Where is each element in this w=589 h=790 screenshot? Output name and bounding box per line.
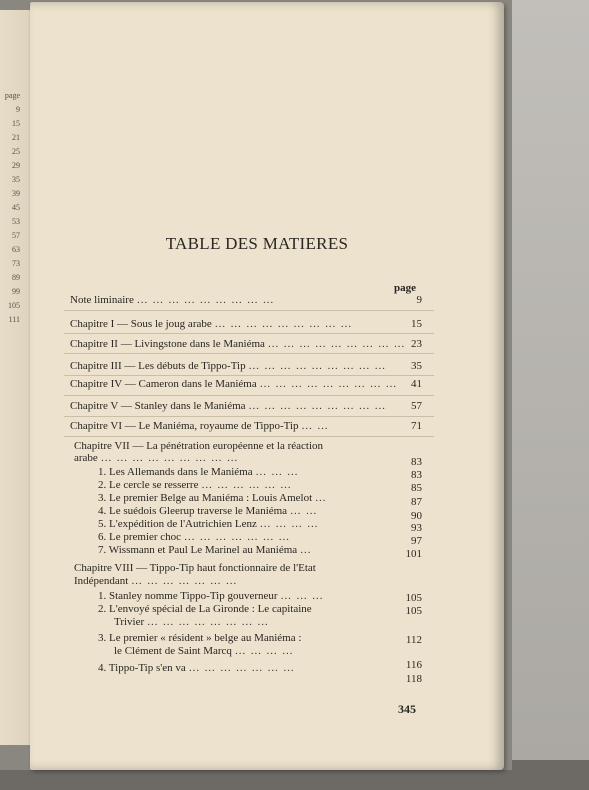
toc-page-number: 118: [405, 673, 422, 685]
toc-entry: [74, 562, 316, 574]
margin-mark: 89: [12, 273, 20, 282]
toc-entry-label: 6. Le premier choc: [98, 531, 182, 543]
margin-mark: 21: [12, 133, 20, 142]
margin-mark: 45: [12, 203, 20, 212]
background-right: [500, 0, 589, 790]
toc-entry-label: arabe: [74, 452, 98, 464]
toc-entry: [74, 575, 238, 587]
toc-entry-label: Chapitre I — Sous le joug arabe: [70, 318, 212, 330]
leader-dots: …: [299, 544, 312, 556]
toc-entry: [74, 452, 239, 464]
margin-mark: page: [4, 91, 20, 100]
divider: [64, 310, 434, 311]
margin-mark: 15: [12, 119, 20, 128]
divider: [64, 436, 434, 437]
toc-entry-label: 4. Le suédois Gleerup traverse le Maniéma: [98, 505, 288, 517]
toc-page-number: 105: [405, 605, 422, 617]
toc-subentry: [98, 518, 319, 530]
toc-subentry: [98, 632, 301, 644]
margin-mark: 73: [12, 259, 20, 268]
toc-entry: [70, 420, 329, 432]
leader-dots: … … …: [255, 466, 299, 478]
toc-entry-label: 2. Le cercle se resserre: [98, 479, 199, 491]
divider: [64, 333, 434, 334]
leader-dots: … … …: [280, 590, 324, 602]
toc-page-number: 83: [411, 469, 422, 481]
leader-dots: … … … … … … …: [183, 531, 291, 543]
margin-mark: 111: [8, 315, 20, 324]
leader-dots: … … … … … … … … …: [248, 400, 387, 412]
toc-page-number: 93: [411, 522, 422, 534]
leader-dots: … … … … … … … … …: [248, 360, 387, 372]
margin-mark: 29: [12, 161, 20, 170]
toc-page-number: 9: [416, 294, 422, 306]
toc-page-number: 41: [411, 378, 422, 390]
toc-entry-label: Chapitre VIII — Tippo-Tip haut fonctionnaire de l'Etat: [74, 562, 316, 574]
toc-entry-label: 3. Le premier « résident » belge au Maniéma :: [98, 632, 302, 644]
leader-dots: … …: [289, 505, 318, 517]
toc-entry-label: 1. Stanley nomme Tippo-Tip gouverneur: [98, 590, 278, 602]
leader-dots: … … … … … … …: [131, 575, 238, 587]
toc-subentry: [114, 645, 294, 657]
toc-subentry: [98, 544, 312, 556]
toc-entry-label: Chapitre IV — Cameron dans le Maniéma: [70, 378, 257, 390]
toc-entry-label: Chapitre V — Stanley dans le Maniéma: [70, 400, 246, 412]
leader-dots: … … … …: [259, 518, 319, 530]
toc-entry: [70, 400, 386, 412]
margin-mark: 35: [12, 175, 20, 184]
page-number-footer: 345: [398, 702, 416, 716]
toc-entry-label: le Clément de Saint Marcq: [114, 645, 232, 657]
leader-dots: … … … … … … … … …: [259, 378, 398, 390]
divider: [64, 395, 434, 396]
toc-entry-label: 2. L'envoyé spécial de La Gironde : Le capitaine: [98, 603, 312, 615]
toc-entry: [70, 360, 386, 372]
toc-page-number: 83: [411, 456, 422, 468]
leader-dots: … … … … … … … … …: [136, 294, 275, 306]
toc-subentry: [98, 662, 295, 674]
toc-page-number: 101: [405, 548, 422, 560]
toc-entry: [70, 378, 398, 390]
toc-page-number: 15: [411, 318, 422, 330]
toc-subentry: [98, 466, 299, 478]
leader-dots: …: [314, 492, 327, 504]
toc-page-number: 85: [411, 482, 422, 494]
toc-entry-label: Indépendant: [74, 575, 129, 587]
toc-page-number: 97: [411, 535, 422, 547]
margin-mark: 57: [12, 231, 20, 240]
book-page: [30, 2, 504, 770]
margin-mark: 63: [12, 245, 20, 254]
toc-subentry: [114, 616, 269, 628]
leader-dots: … … … … … … …: [188, 662, 296, 674]
toc-subentry: [98, 479, 292, 491]
toc-entry-label: Chapitre VII — La pénétration européenne et la réaction: [74, 440, 324, 452]
margin-mark: 99: [12, 287, 20, 296]
margin-mark: 53: [12, 217, 20, 226]
toc-subentry: [98, 603, 312, 615]
leader-dots: … … … … … …: [201, 479, 292, 491]
page-title: TABLE DES MATIERES: [165, 234, 349, 253]
divider: [64, 353, 434, 354]
margin-mark: 105: [8, 301, 20, 310]
margin-mark: 25: [12, 147, 20, 156]
toc-entry-label: Chapitre VI — Le Maniéma, royaume de Tippo-Tip: [70, 420, 299, 432]
leader-dots: … …: [301, 420, 330, 432]
toc-entry-label: Trivier: [114, 616, 145, 628]
toc-page-number: 23: [411, 338, 422, 350]
toc-entry-label: Chapitre III — Les débuts de Tippo-Tip: [70, 360, 246, 372]
toc-entry-label: 5. L'expédition de l'Autrichien Lenz: [98, 518, 257, 530]
toc-entry: [70, 338, 406, 350]
leader-dots: … … … … … … … …: [146, 616, 270, 628]
margin-mark: 9: [16, 105, 20, 114]
toc-subentry: [98, 505, 318, 517]
page-column-label: page: [394, 282, 416, 294]
toc-entry-label: 4. Tippo-Tip s'en va: [98, 662, 186, 674]
toc-entry: [74, 440, 323, 452]
toc-page-number: 112: [405, 634, 422, 646]
toc-entry-label: Chapitre II — Livingstone dans le Maniéma: [70, 338, 265, 350]
leader-dots: … … … …: [234, 645, 294, 657]
divider: [64, 375, 434, 376]
toc-entry-label: 7. Wissmann et Paul Le Marinel au Maniéma: [98, 544, 298, 556]
toc-page-number: 57: [411, 400, 422, 412]
toc-subentry: [98, 590, 324, 602]
toc-page-number: 116: [405, 659, 422, 671]
toc-entry: [70, 318, 353, 330]
toc-page-number: 87: [411, 496, 422, 508]
toc-subentry: [98, 531, 290, 543]
toc-entry: [70, 294, 275, 306]
toc-page-number: 71: [411, 420, 422, 432]
toc-page-number: 35: [411, 360, 422, 372]
toc-entry-label: 3. Le premier Belge au Maniéma : Louis Amelot: [98, 492, 313, 504]
leader-dots: … … … … … … … … …: [100, 452, 239, 464]
toc-entry-label: Note liminaire: [70, 294, 134, 306]
divider: [64, 416, 434, 417]
leader-dots: … … … … … … … … …: [214, 318, 353, 330]
toc-page-number: 105: [405, 592, 422, 604]
toc-subentry: [98, 492, 327, 504]
toc-entry-label: 1. Les Allemands dans le Maniéma: [98, 466, 253, 478]
margin-mark: 39: [12, 189, 20, 198]
toc-page-number: 90: [411, 510, 422, 522]
leader-dots: … … … … … … … … …: [267, 338, 406, 350]
